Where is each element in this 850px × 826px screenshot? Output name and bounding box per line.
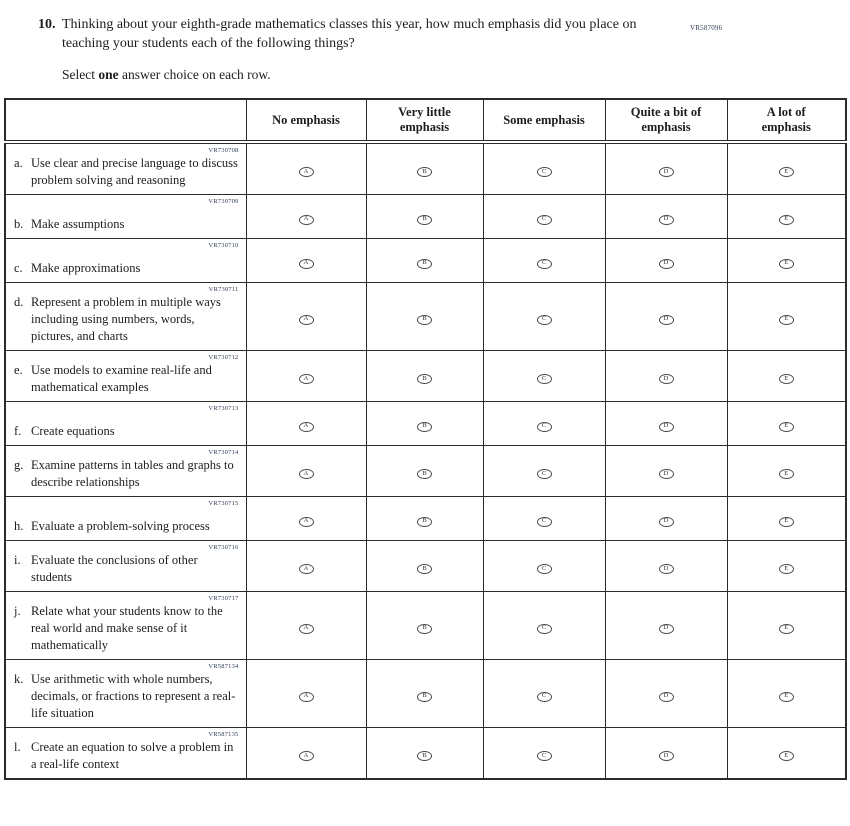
row-label-inner [14,285,240,345]
answer-cell-c [483,496,605,540]
answer-cell-e [727,727,846,779]
answer-cell-b [366,142,483,195]
answer-cell-a [246,238,366,282]
answer-option-oval[interactable]: C [537,259,552,269]
instruction-bold-word: one [98,66,119,82]
answer-cell-c [483,591,605,659]
table-row [5,401,846,445]
row-code: VR730716 [208,543,239,551]
table-row [5,540,846,591]
answer-option-oval[interactable]: C [537,167,552,177]
row-letter: l. [14,739,21,754]
answer-cell-c [483,238,605,282]
row-statement [14,294,240,345]
answer-option-oval[interactable]: E [779,315,794,325]
answer-option-oval[interactable]: E [779,564,794,574]
row-label-cell [5,727,246,779]
row-text: Evaluate the conclusions of other students [31,552,198,584]
question-text-block [62,16,850,83]
row-statement [14,603,240,654]
answer-option-oval[interactable]: B [417,315,432,325]
column-header-line: Quite a bit of [630,105,702,120]
answer-option-oval[interactable]: D [659,517,674,527]
row-text: Represent a problem in multiple ways including using numbers, words, pictures, and charts [31,294,221,343]
row-label-inner [14,146,240,189]
answer-option-oval[interactable]: A [299,259,314,269]
answer-option-oval[interactable]: B [417,469,432,479]
questionnaire-page [0,16,850,826]
column-header-line: Some emphasis [503,112,585,127]
answer-option-oval[interactable]: B [417,374,432,384]
answer-option-oval[interactable]: B [417,692,432,702]
row-label-inner [14,662,240,722]
answer-cell-b [366,496,483,540]
row-code: VR730710 [208,241,239,249]
row-label-cell [5,659,246,727]
table-row [5,727,846,779]
answer-cell-c [483,142,605,195]
row-label-inner [14,594,240,654]
answer-cell-e [727,445,846,496]
answer-cell-d [605,238,727,282]
answer-cell-a [246,350,366,401]
answer-option-oval[interactable]: E [779,624,794,634]
answer-option-oval[interactable]: A [299,422,314,432]
answer-cell-b [366,194,483,238]
row-label-cell [5,238,246,282]
answer-option-oval[interactable]: D [659,751,674,761]
row-label-inner [14,448,240,491]
row-label-cell [5,142,246,195]
answer-option-oval[interactable]: C [537,374,552,384]
row-letter: j. [14,603,21,618]
answer-cell-e [727,401,846,445]
table-row [5,238,846,282]
answer-option-oval[interactable]: B [417,167,432,177]
answer-cell-a [246,282,366,350]
answer-option-oval[interactable]: B [417,215,432,225]
answer-cell-b [366,350,483,401]
form-code: VR587096 [690,24,723,32]
answer-cell-e [727,350,846,401]
row-label-inner [14,197,240,233]
answer-option-oval[interactable]: D [659,259,674,269]
answer-cell-e [727,142,846,195]
question-text: Thinking about your eighth-grade mathematics classes this year, how much emphasis did you place on teaching your students each of the following things? [62,17,637,51]
row-code: VR730715 [208,499,239,507]
answer-cell-d [605,727,727,779]
row-text: Use arithmetic with whole numbers, decimals, or fractions to represent a real-life situation [31,671,236,720]
answer-option-oval[interactable]: C [537,751,552,761]
answer-option-oval[interactable]: E [779,422,794,432]
answer-option-oval[interactable]: D [659,215,674,225]
question-number: 10. [38,17,56,32]
row-statement [14,216,240,233]
answer-option-oval[interactable]: B [417,624,432,634]
answer-option-oval[interactable]: C [537,517,552,527]
row-letter: h. [14,518,24,533]
answer-option-oval[interactable]: D [659,469,674,479]
row-text: Create equations [31,423,115,438]
answer-cell-b [366,591,483,659]
row-label-inner [14,404,240,440]
row-code: VR730713 [208,404,239,412]
answer-option-oval[interactable]: B [417,259,432,269]
answer-cell-d [605,445,727,496]
answer-cell-d [605,591,727,659]
row-letter: c. [14,260,23,275]
row-code: VR587134 [208,662,239,670]
row-label-cell [5,496,246,540]
answer-cell-c [483,350,605,401]
answer-cell-d [605,142,727,195]
column-header-quite-a-bit-of-emphasis [605,99,727,142]
column-header-line: emphasis [399,119,450,134]
answer-cell-d [605,401,727,445]
row-label-cell [5,540,246,591]
answer-cell-e [727,591,846,659]
answer-cell-d [605,540,727,591]
answer-option-oval[interactable]: E [779,469,794,479]
answer-cell-b [366,727,483,779]
answer-option-oval[interactable]: D [659,692,674,702]
answer-option-oval[interactable]: C [537,422,552,432]
question-instruction [62,67,850,83]
table-row [5,496,846,540]
row-text: Make assumptions [31,216,125,231]
row-text: Examine patterns in tables and graphs to describe relationships [31,457,234,489]
row-label-inner [14,730,240,773]
answer-cell-a [246,591,366,659]
answer-cell-e [727,659,846,727]
answer-option-oval[interactable]: E [779,751,794,761]
row-code: VR730709 [208,197,239,205]
row-letter: b. [14,216,24,231]
row-code: VR730712 [208,353,239,361]
table-row [5,142,846,195]
answer-cell-c [483,445,605,496]
answer-cell-b [366,540,483,591]
question-block [38,16,850,83]
answer-cell-a [246,445,366,496]
row-code: VR587135 [208,730,239,738]
answer-option-oval[interactable]: D [659,624,674,634]
column-header-line: No emphasis [272,112,340,127]
row-label-cell [5,591,246,659]
answer-cell-c [483,659,605,727]
row-statement [14,671,240,722]
row-label-inner [14,543,240,586]
row-letter: a. [14,155,23,170]
table-row [5,659,846,727]
table-row [5,194,846,238]
row-code: VR730714 [208,448,239,456]
table-row [5,350,846,401]
answer-option-oval[interactable]: D [659,374,674,384]
answer-cell-b [366,401,483,445]
answer-option-oval[interactable]: C [537,469,552,479]
answer-cell-e [727,282,846,350]
answer-cell-a [246,142,366,195]
row-text: Make approximations [31,260,141,275]
row-label-cell [5,445,246,496]
row-label-cell [5,401,246,445]
answer-option-oval[interactable]: D [659,167,674,177]
answer-option-oval[interactable]: B [417,517,432,527]
row-label-inner [14,499,240,535]
column-header-line: A lot of [766,105,806,120]
row-statement [14,423,240,440]
answer-cell-c [483,194,605,238]
answer-option-oval[interactable]: B [417,422,432,432]
answer-option-oval[interactable]: E [779,215,794,225]
answer-option-oval[interactable]: A [299,517,314,527]
row-letter: e. [14,362,23,377]
header-stub-cell [5,99,246,142]
row-statement [14,739,240,773]
row-label-inner [14,353,240,396]
row-letter: f. [14,423,22,438]
column-header-line: emphasis [641,119,691,134]
answer-option-oval[interactable]: A [299,215,314,225]
answer-cell-e [727,194,846,238]
row-text: Relate what your students know to the real world and make sense of it mathematically [31,603,223,652]
answer-cell-d [605,194,727,238]
answer-cell-a [246,496,366,540]
answer-cell-a [246,727,366,779]
answer-option-oval[interactable]: A [299,167,314,177]
row-label-cell [5,350,246,401]
answer-cell-c [483,282,605,350]
row-letter: i. [14,552,21,567]
header-row [5,99,846,142]
row-text: Use models to examine real-life and mathematical examples [31,362,212,394]
answer-option-oval[interactable]: A [299,692,314,702]
answer-cell-d [605,282,727,350]
answer-option-oval[interactable]: A [299,374,314,384]
column-header-some-emphasis [483,99,605,142]
answer-cell-b [366,659,483,727]
answer-cell-c [483,401,605,445]
answer-option-oval[interactable]: D [659,422,674,432]
row-statement [14,457,240,491]
row-text: Use clear and precise language to discuss problem solving and reasoning [31,155,238,187]
answer-option-oval[interactable]: B [417,751,432,761]
answer-option-oval[interactable]: D [659,564,674,574]
row-code: VR730708 [208,146,239,154]
row-text: Create an equation to solve a problem in a real-life context [31,739,234,771]
answer-option-oval[interactable]: B [417,564,432,574]
answer-cell-d [605,350,727,401]
column-header-no-emphasis [246,99,366,142]
row-letter: k. [14,671,24,686]
answer-cell-e [727,238,846,282]
row-letter: g. [14,457,24,472]
answer-cell-a [246,194,366,238]
answer-option-oval[interactable]: E [779,259,794,269]
answer-cell-b [366,238,483,282]
row-label-cell [5,194,246,238]
answer-cell-e [727,540,846,591]
answer-option-oval[interactable]: E [779,692,794,702]
instruction-prefix: Select [62,66,99,82]
row-code: VR730717 [208,594,239,602]
answer-option-oval[interactable]: A [299,315,314,325]
answer-cell-d [605,496,727,540]
row-statement [14,155,240,189]
answer-cell-a [246,540,366,591]
column-header-line: Very little [398,105,451,120]
row-code: VR730711 [208,285,239,293]
column-header-line: emphasis [761,119,811,134]
answer-option-oval[interactable]: A [299,751,314,761]
table-row [5,591,846,659]
answer-option-oval[interactable]: C [537,315,552,325]
answer-cell-c [483,540,605,591]
row-label-cell [5,282,246,350]
answer-option-oval[interactable]: E [779,374,794,384]
table-row [5,282,846,350]
row-text: Evaluate a problem-solving process [31,518,210,533]
answer-option-oval[interactable]: E [779,167,794,177]
answer-cell-a [246,659,366,727]
row-label-inner [14,241,240,277]
table-row [5,445,846,496]
answer-option-oval[interactable]: C [537,564,552,574]
answer-option-oval[interactable]: C [537,624,552,634]
column-header-very-little-emphasis [366,99,483,142]
answer-cell-d [605,659,727,727]
answer-option-oval[interactable]: A [299,624,314,634]
answer-option-oval[interactable]: C [537,692,552,702]
answer-cell-c [483,727,605,779]
answer-cell-e [727,496,846,540]
answer-option-oval[interactable]: E [779,517,794,527]
row-letter: d. [14,294,24,309]
row-statement [14,552,240,586]
answer-option-oval[interactable]: A [299,469,314,479]
answer-option-oval[interactable]: C [537,215,552,225]
column-header-a-lot-of-emphasis [727,99,846,142]
row-statement [14,260,240,277]
answer-cell-b [366,282,483,350]
answer-option-oval[interactable]: A [299,564,314,574]
row-statement [14,518,240,535]
answer-cell-a [246,401,366,445]
row-statement [14,362,240,396]
emphasis-matrix-table [4,98,847,780]
instruction-suffix: answer choice on each row. [118,66,271,82]
answer-option-oval[interactable]: D [659,315,674,325]
answer-cell-b [366,445,483,496]
